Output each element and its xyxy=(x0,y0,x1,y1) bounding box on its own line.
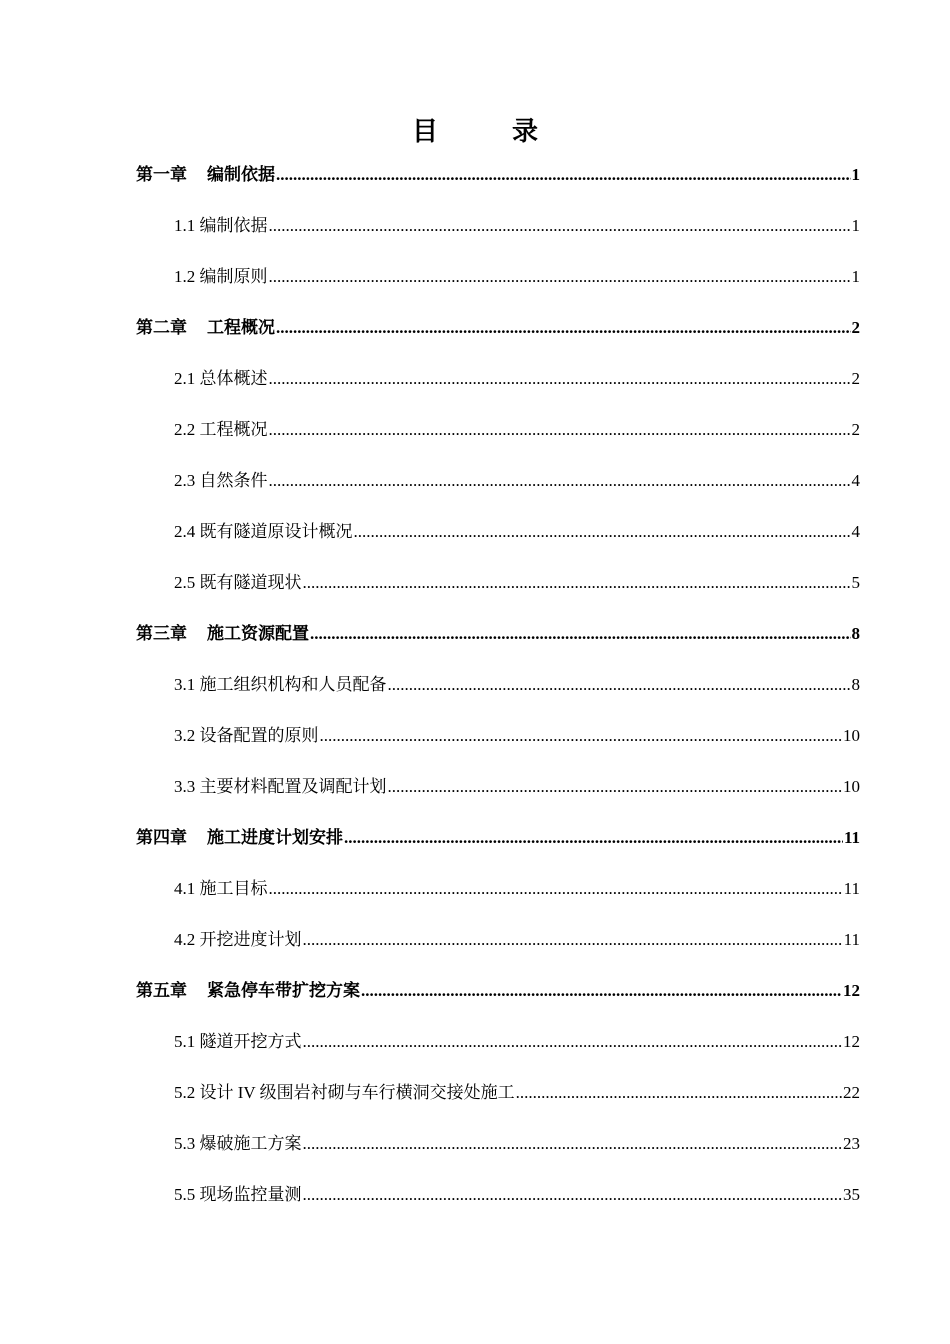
toc-entry-label xyxy=(174,665,387,705)
toc-leader-dots xyxy=(303,920,843,960)
toc-entry-text: 设备配置的原则 xyxy=(199,726,319,745)
toc-entry-label xyxy=(174,206,268,246)
toc-entry-text: 施工进度计划安排 xyxy=(207,828,343,847)
toc-leader-dots xyxy=(269,461,851,501)
toc-entry-page: 1 xyxy=(851,216,860,235)
toc-entry-number: 2.2 xyxy=(174,420,196,439)
toc-leader-dots xyxy=(269,257,851,297)
toc-entry-number: 5.3 xyxy=(174,1134,196,1153)
toc-entry-section[interactable] xyxy=(174,1175,860,1215)
toc-entry-label xyxy=(174,869,268,909)
toc-entry-chapter[interactable] xyxy=(136,971,860,1011)
toc-leader-dots xyxy=(269,869,843,909)
toc-entry-section[interactable] xyxy=(174,206,860,246)
toc-entry-label xyxy=(174,1022,302,1062)
toc-entry-section[interactable] xyxy=(174,359,860,399)
toc-entry-section[interactable] xyxy=(174,1124,860,1164)
toc-entry-text: 紧急停车带扩挖方案 xyxy=(207,981,360,1000)
toc-entry-number: 2.4 xyxy=(174,522,196,541)
toc-entry-section[interactable] xyxy=(174,1022,860,1062)
toc-entry-label xyxy=(174,767,387,807)
toc-entry-label xyxy=(174,257,268,297)
toc-title: 目 录 xyxy=(411,117,562,146)
toc-entry-number: 3.1 xyxy=(174,675,196,694)
toc-entry-page: 1 xyxy=(851,165,860,184)
toc-entry-text: 编制依据 xyxy=(199,216,268,235)
toc-leader-dots xyxy=(276,308,851,348)
toc-entry-number: 4.1 xyxy=(174,879,196,898)
toc-leader-dots xyxy=(516,1073,842,1113)
toc-entry-label xyxy=(136,308,275,348)
toc-leader-dots xyxy=(344,818,843,858)
toc-entry-text: 工程概况 xyxy=(199,420,268,439)
toc-leader-dots xyxy=(388,665,851,705)
toc-entry-label xyxy=(136,818,343,858)
toc-entry-section[interactable] xyxy=(174,767,860,807)
toc-entry-page: 8 xyxy=(851,624,860,643)
toc-entry-chapter[interactable] xyxy=(136,155,860,195)
toc-entry-section[interactable] xyxy=(174,461,860,501)
toc-entry-section[interactable] xyxy=(174,1073,860,1113)
toc-entry-label xyxy=(174,1175,302,1215)
toc-entry-number: 3.3 xyxy=(174,777,196,796)
toc-entry-section[interactable] xyxy=(174,716,860,756)
toc-entry-text: 施工组织机构和人员配备 xyxy=(199,675,387,694)
toc-entry-chapter[interactable] xyxy=(136,308,860,348)
toc-entry-text: 既有隧道原设计概况 xyxy=(199,522,353,541)
toc-entry-text: 现场监控量测 xyxy=(199,1185,302,1204)
toc-entry-chapter[interactable] xyxy=(136,818,860,858)
toc-entry-label xyxy=(174,410,268,450)
toc-entry-label xyxy=(174,512,353,552)
toc-leader-dots xyxy=(361,971,842,1011)
toc-entry-number: 1.1 xyxy=(174,216,196,235)
toc-entry-text: 编制依据 xyxy=(207,165,275,184)
toc-entry-page: 10 xyxy=(843,777,860,796)
toc-entry-number: 第一章 xyxy=(136,165,187,184)
toc-entry-number: 第五章 xyxy=(136,981,187,1000)
toc-entry-text: 设计 IV 级围岩衬砌与车行横洞交接处施工 xyxy=(199,1083,515,1102)
toc-entry-section[interactable] xyxy=(174,665,860,705)
toc-entry-number: 2.5 xyxy=(174,573,196,592)
toc-entry-page: 4 xyxy=(851,471,860,490)
toc-entry-text: 编制原则 xyxy=(199,267,268,286)
toc-entry-chapter[interactable] xyxy=(136,614,860,654)
toc-entry-page: 5 xyxy=(851,573,860,592)
toc-entry-text: 既有隧道现状 xyxy=(199,573,302,592)
toc-leader-dots xyxy=(303,1124,843,1164)
toc-entry-number: 4.2 xyxy=(174,930,196,949)
toc-entry-page: 11 xyxy=(843,879,860,898)
toc-leader-dots xyxy=(303,1022,843,1062)
toc-leader-dots xyxy=(269,410,851,450)
toc-entry-label xyxy=(174,1073,515,1113)
toc-entry-number: 1.2 xyxy=(174,267,196,286)
toc-entry-section[interactable] xyxy=(174,920,860,960)
toc-leader-dots xyxy=(269,359,851,399)
toc-entry-page: 12 xyxy=(843,1032,860,1051)
toc-entry-number: 第三章 xyxy=(136,624,187,643)
toc-entry-number: 2.1 xyxy=(174,369,196,388)
toc-entry-page: 2 xyxy=(851,420,860,439)
toc-entry-number: 第二章 xyxy=(136,318,187,337)
toc-entry-section[interactable] xyxy=(174,410,860,450)
toc-entry-label xyxy=(136,614,309,654)
toc-entry-section[interactable] xyxy=(174,512,860,552)
toc-entry-page: 22 xyxy=(843,1083,860,1102)
toc-leader-dots xyxy=(354,512,851,552)
toc-entry-section[interactable] xyxy=(174,869,860,909)
toc-entry-text: 主要材料配置及调配计划 xyxy=(199,777,387,796)
toc-leader-dots xyxy=(310,614,851,654)
toc-entry-page: 2 xyxy=(851,318,860,337)
toc-leader-dots xyxy=(320,716,843,756)
toc-entry-label xyxy=(174,359,268,399)
toc-entry-label xyxy=(136,155,275,195)
toc-entry-page: 1 xyxy=(851,267,860,286)
toc-entry-label xyxy=(174,716,319,756)
toc-entry-page: 8 xyxy=(851,675,860,694)
toc-entry-page: 11 xyxy=(843,930,860,949)
toc-entry-number: 5.2 xyxy=(174,1083,196,1102)
toc-leader-dots xyxy=(303,1175,843,1215)
toc-entry-number: 3.2 xyxy=(174,726,196,745)
toc-entry-section[interactable] xyxy=(174,257,860,297)
toc-entry-text: 总体概述 xyxy=(199,369,268,388)
toc-entry-page: 12 xyxy=(843,981,860,1000)
toc-entry-number: 5.5 xyxy=(174,1185,196,1204)
toc-entry-label xyxy=(174,461,268,501)
toc-entry-page: 4 xyxy=(851,522,860,541)
toc-entry-label xyxy=(174,920,302,960)
toc-entry-number: 5.1 xyxy=(174,1032,196,1051)
toc-entry-label xyxy=(136,971,360,1011)
toc-entry-number: 2.3 xyxy=(174,471,196,490)
toc-leader-dots xyxy=(303,563,851,603)
toc-entry-text: 爆破施工方案 xyxy=(199,1134,302,1153)
toc-leader-dots xyxy=(276,155,851,195)
toc-entry-page: 35 xyxy=(843,1185,860,1204)
toc-entry-text: 隧道开挖方式 xyxy=(199,1032,302,1051)
toc-entry-text: 施工资源配置 xyxy=(207,624,309,643)
toc-leader-dots xyxy=(269,206,851,246)
toc-entry-page: 11 xyxy=(843,828,860,847)
toc-entry-label xyxy=(174,1124,302,1164)
toc-entry-page: 2 xyxy=(851,369,860,388)
toc-leader-dots xyxy=(388,767,843,807)
toc-entry-text: 开挖进度计划 xyxy=(199,930,302,949)
toc-entry-page: 10 xyxy=(843,726,860,745)
toc-entry-text: 施工目标 xyxy=(199,879,268,898)
toc-entry-section[interactable] xyxy=(174,563,860,603)
toc-entry-number: 第四章 xyxy=(136,828,187,847)
toc-entry-page: 23 xyxy=(843,1134,860,1153)
toc-entry-label xyxy=(174,563,302,603)
toc-entry-text: 自然条件 xyxy=(199,471,268,490)
toc-entry-text: 工程概况 xyxy=(207,318,275,337)
